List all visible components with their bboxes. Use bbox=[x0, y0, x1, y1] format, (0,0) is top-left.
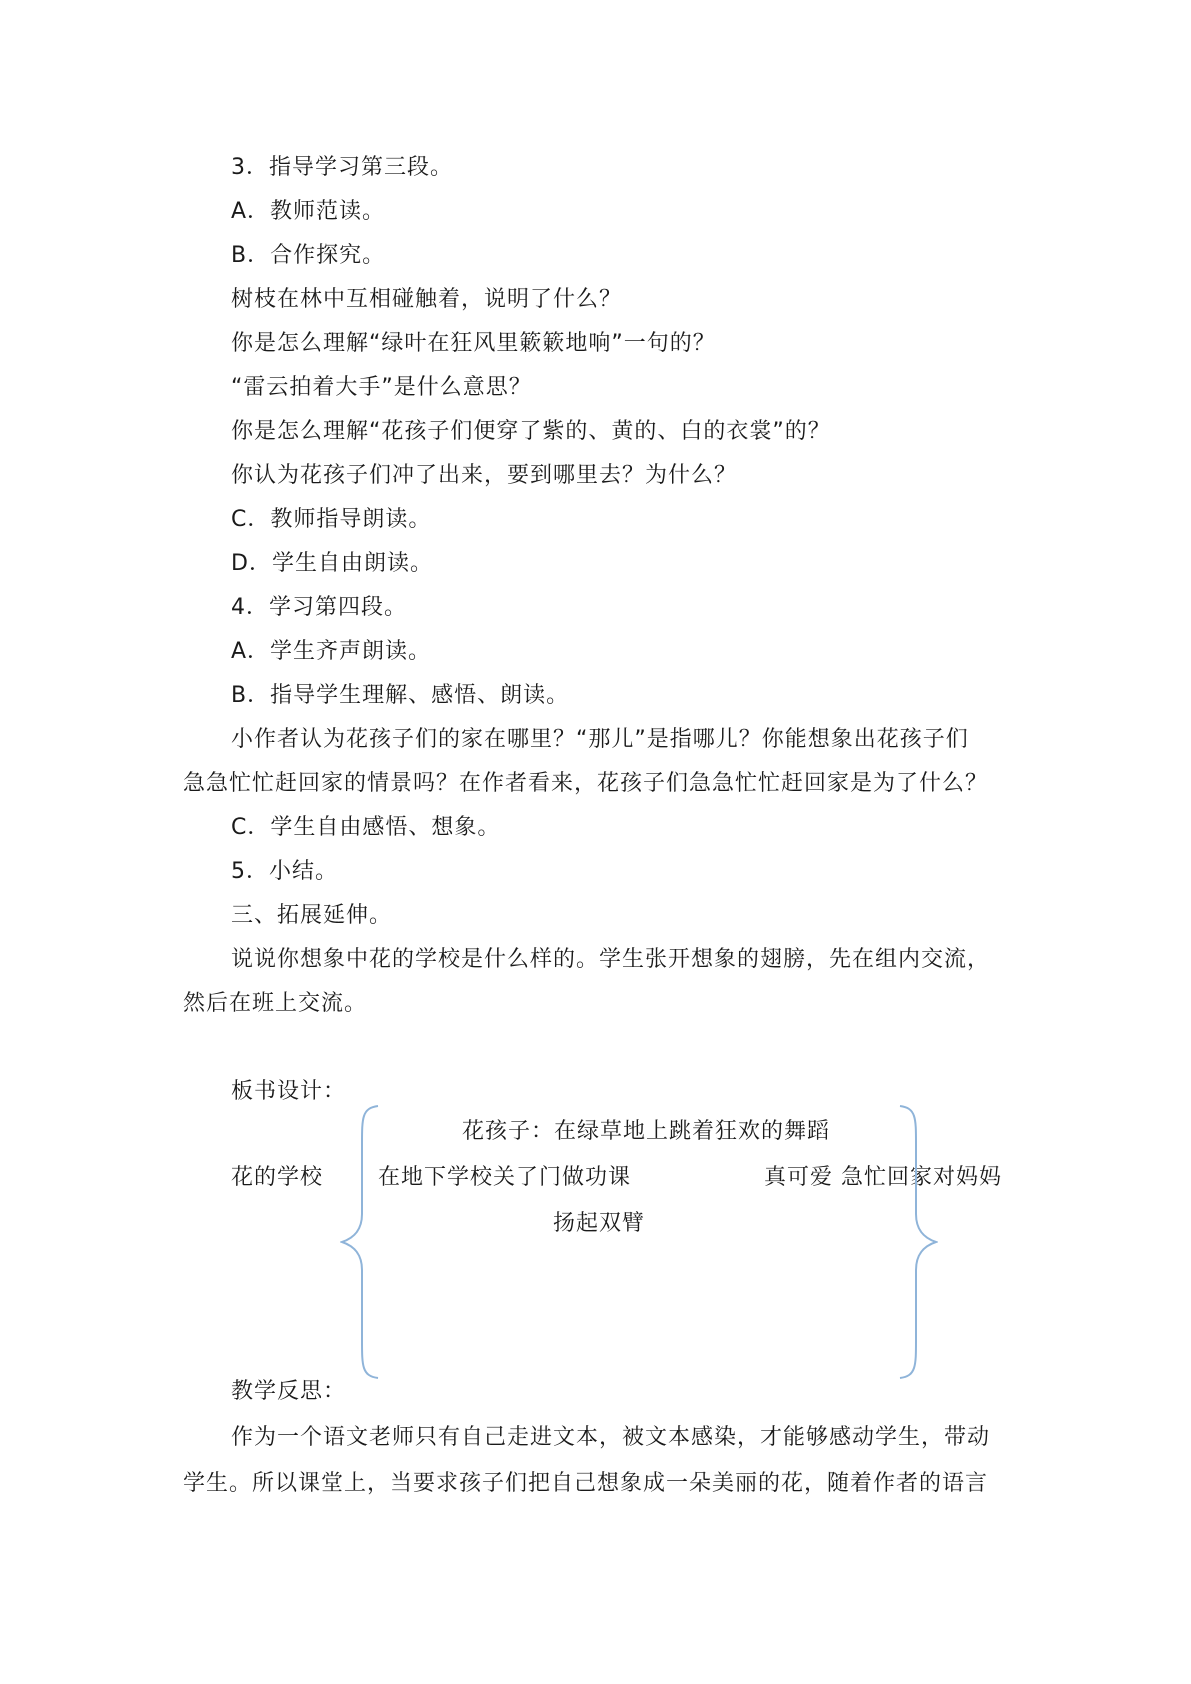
body-line: 小作者认为花孩子们的家在哪里？“那儿”是指哪儿？你能想象出花孩子们 bbox=[231, 727, 969, 752]
body-line: 然后在班上交流。 bbox=[183, 991, 368, 1016]
body-line: A．教师范读。 bbox=[231, 199, 386, 224]
body-line: A．学生齐声朗读。 bbox=[231, 639, 432, 664]
board-line-2: 在地下学校关了门做功课 bbox=[378, 1165, 632, 1190]
board-line-1: 花孩子：在绿草地上跳着狂欢的舞蹈 bbox=[462, 1119, 831, 1144]
body-line: 3．指导学习第三段。 bbox=[231, 155, 453, 180]
body-line: B．合作探究。 bbox=[231, 243, 386, 268]
body-line: C．学生自由感悟、想象。 bbox=[231, 815, 501, 840]
body-line: 说说你想象中花的学校是什么样的。学生张开想象的翅膀，先在组内交流， bbox=[231, 947, 991, 972]
body-line: 4．学习第四段。 bbox=[231, 595, 407, 620]
body-line: 急急忙忙赶回家的情景吗？在作者看来，花孩子们急急忙忙赶回家是为了什么？ bbox=[183, 771, 989, 796]
body-line: D．学生自由朗读。 bbox=[231, 551, 433, 576]
body-line: 树枝在林中互相碰触着，说明了什么？ bbox=[231, 287, 623, 312]
body-line: 你是怎么理解“花孩子们便穿了紫的、黄的、白的衣裳”的？ bbox=[231, 419, 831, 444]
reflection-heading: 教学反思： bbox=[231, 1379, 347, 1404]
board-heading: 板书设计： bbox=[231, 1079, 347, 1104]
reflection-line: 作为一个语文老师只有自己走进文本，被文本感染，才能够感动学生，带动 bbox=[231, 1425, 991, 1450]
body-line: 你认为花孩子们冲了出来，要到哪里去？为什么？ bbox=[231, 463, 738, 488]
body-line: 三、拓展延伸。 bbox=[231, 903, 393, 928]
board-right-text: 真可爱 急忙回家对妈妈 bbox=[764, 1165, 1002, 1190]
right-brace bbox=[898, 1104, 938, 1380]
left-brace bbox=[340, 1104, 380, 1380]
reflection-line: 学生。所以课堂上，当要求孩子们把自己想象成一朵美丽的花，随着作者的语言 bbox=[183, 1471, 989, 1496]
body-line: 你是怎么理解“绿叶在狂风里簌簌地响”一句的？ bbox=[231, 331, 716, 356]
body-line: 5．小结。 bbox=[231, 859, 338, 884]
body-line: “雷云拍着大手”是什么意思？ bbox=[231, 375, 532, 400]
body-line: B．指导学生理解、感悟、朗读。 bbox=[231, 683, 570, 708]
board-line-3: 扬起双臂 bbox=[553, 1211, 646, 1236]
board-title: 花的学校 bbox=[231, 1165, 324, 1190]
body-line: C．教师指导朗读。 bbox=[231, 507, 432, 532]
